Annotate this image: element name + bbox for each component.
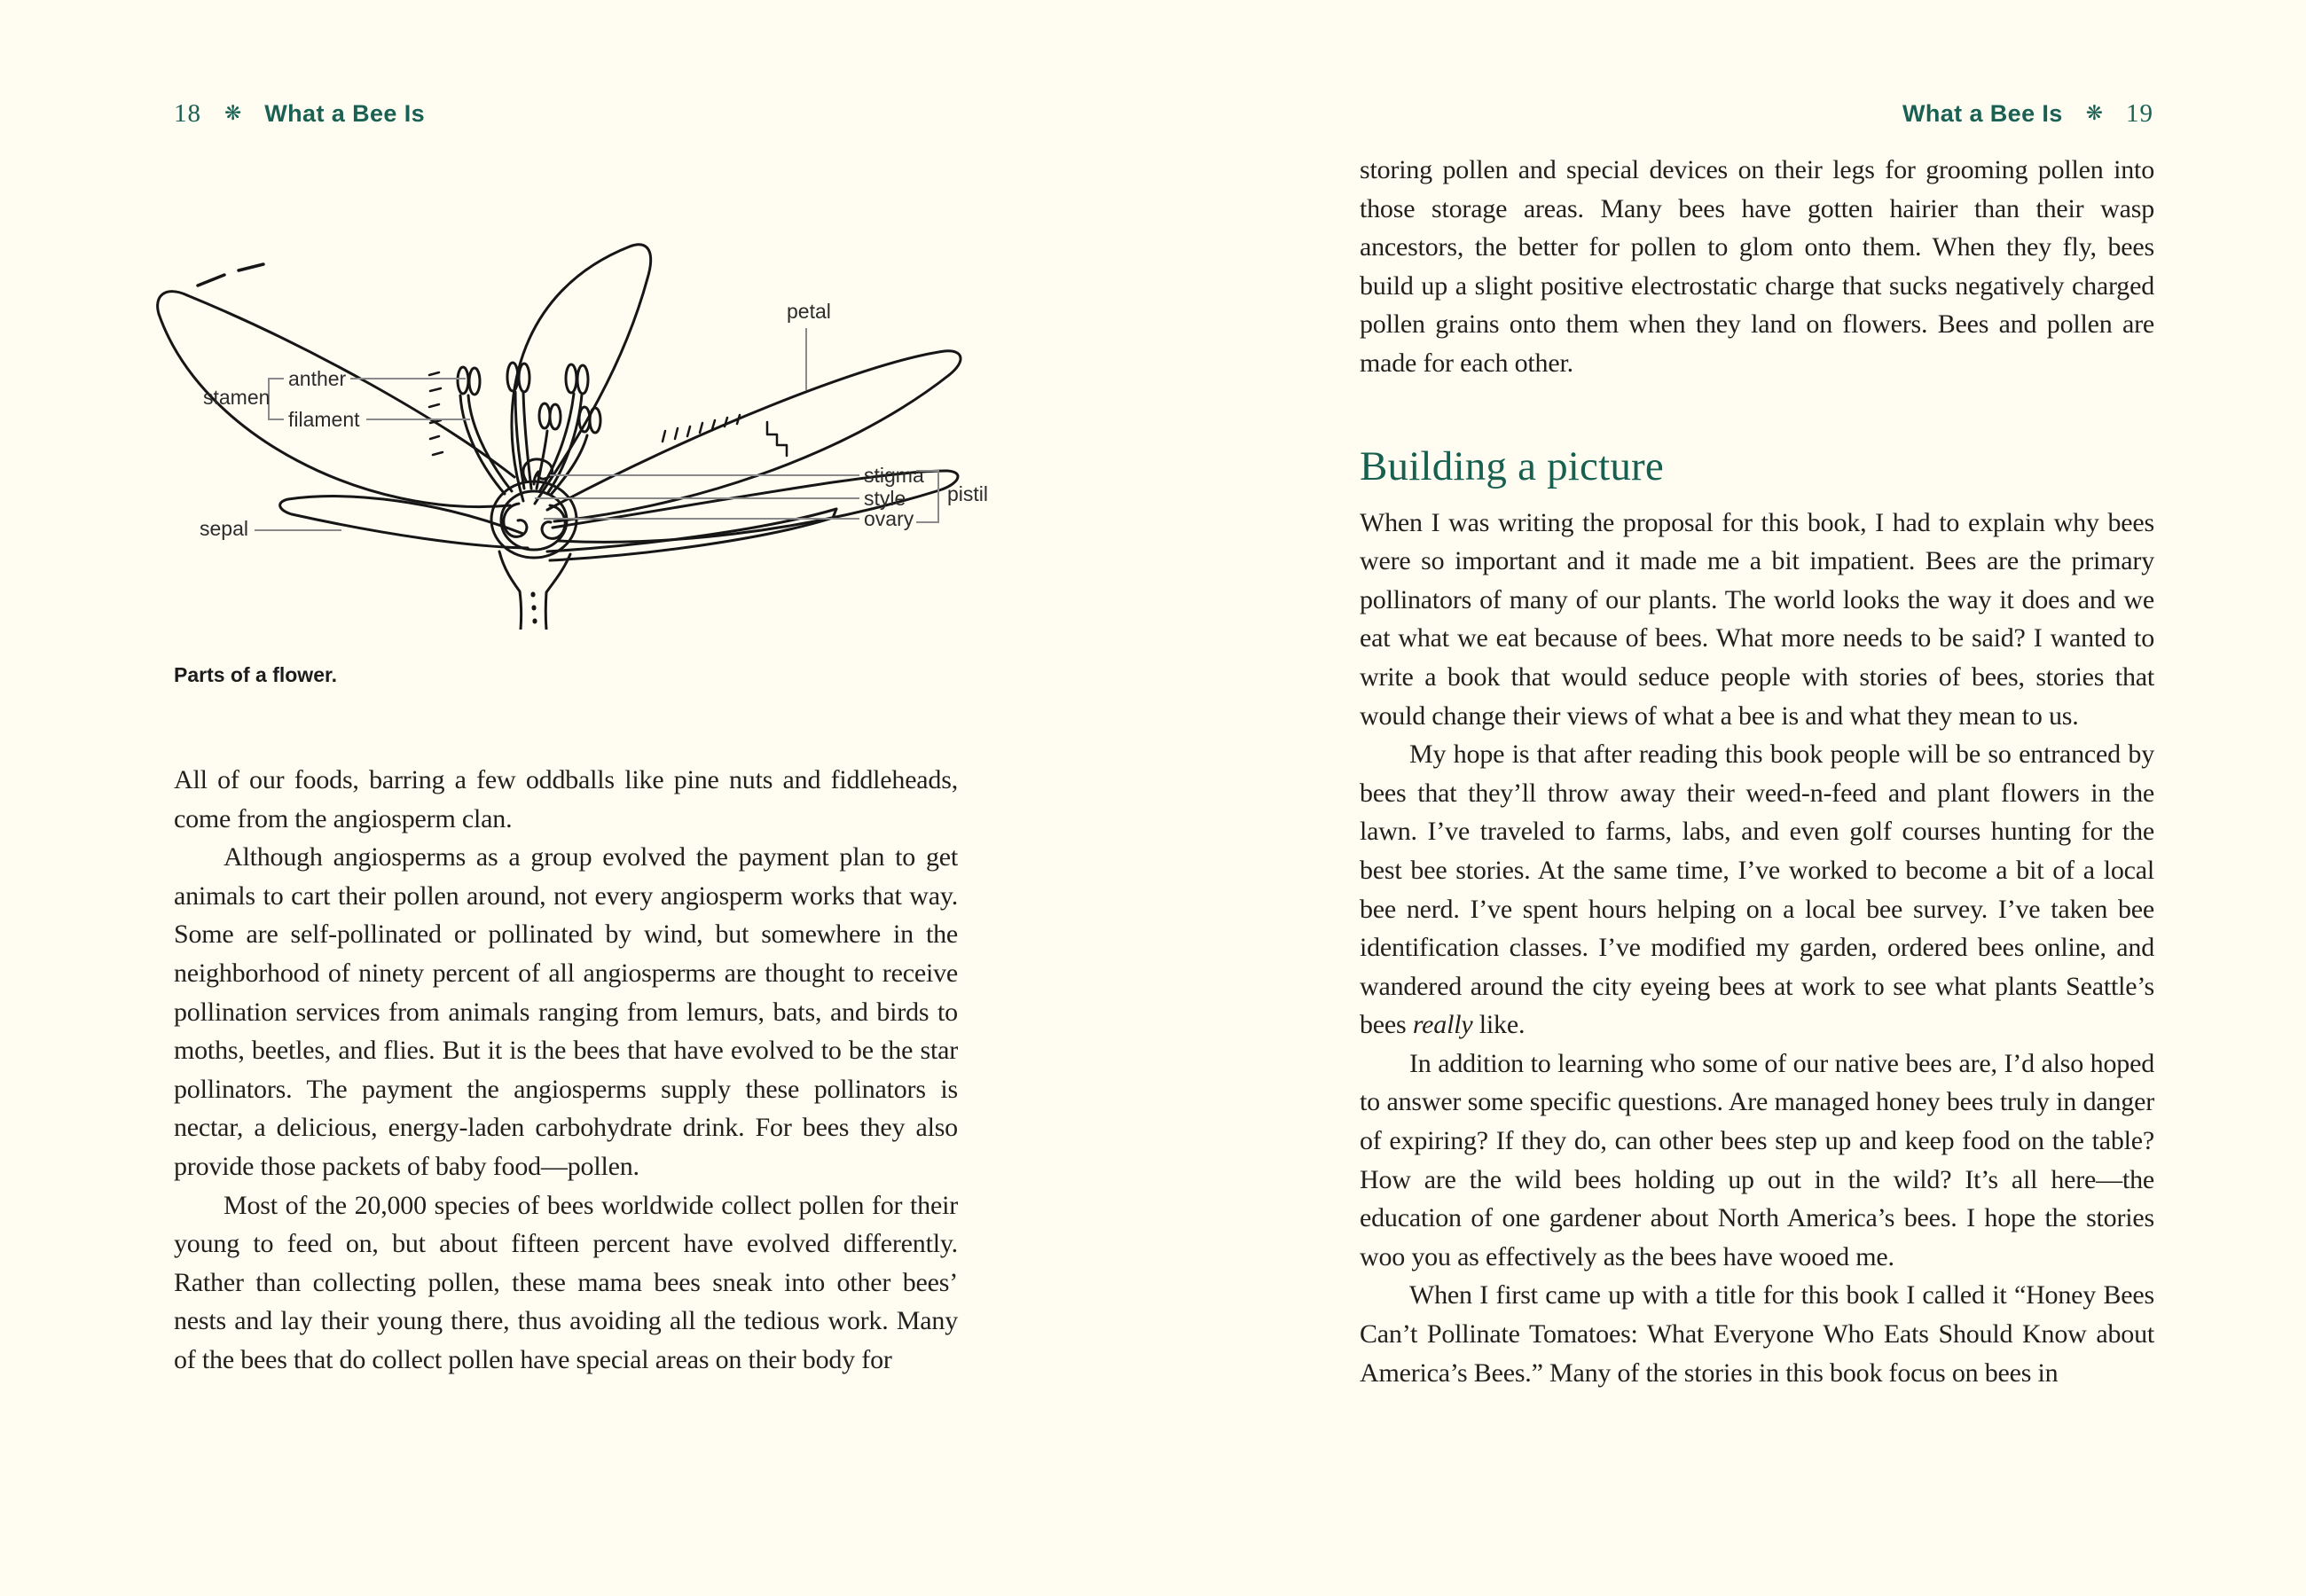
flower-ornament-icon: ❋ [2085,102,2103,125]
left-page-text-column [174,761,958,1380]
section-heading: Building a picture [1360,442,1664,489]
figure-label-style: style [864,487,906,510]
figure-caption: Parts of a flower. [174,663,338,686]
figure-label-petal: petal [787,300,831,323]
body-paragraph: Most of the 20,000 species of bees worldwide collect pollen for their young to feed on, but about fifteen percent have evolved differently. Rather than collecting pollen, these mama bees sneak into other bees’ nests and lay their young there, thus avoiding all the tedious work. Many of the bees that do collect pollen have special areas on their body for [174,1190,958,1374]
running-head-title: What a Bee Is [264,100,426,127]
body-paragraph: storing pollen and special devices on their legs for grooming pollen into those storage areas. Many bees have gotten hairier than their wasp ancestors, the better for pollen to glom onto them. When they fly, bees build up a slight positive electrostatic charge that sucks negatively charged pollen grains onto them when they land on flowers. Bees and pollen are made for each other. [1360,155,2154,378]
page-number: 18 [174,99,201,128]
leader-line-stigma [550,474,859,476]
body-paragraph: When I first came up with a title for this book I called it “Honey Bees Can’t Pollinate Tomatoes: What Everyone Who Eats Should Know about America’s Bees.” Many of the stories in this book focus on bees in [1360,1280,2154,1388]
stamen-bracket [268,378,284,420]
running-head-right [1902,99,2153,129]
leader-line-anther [350,378,466,379]
paragraph-text: My hope is that after reading this book people will be so entranced by bees that they’ll throw away their weed-n-feed and plant flowers in the lawn. I’ve traveled to farms, labs, and even golf courses hunting for the best bee stories. At the same time, I’ve worked to become a bit of a local bee nerd. I’ve spent hours helping on a local bee survey. I’ve taken bee identification classes. I’ve modified my garden, ordered bees online, and wandered around the city eyeing bees at work to see what plants Seattle’s bees [1360,739,2154,1040]
flower-ornament-icon: ❋ [224,102,242,125]
leader-line-sepal [255,529,341,531]
paragraph-text: like. [1472,1010,1526,1040]
figure-label-stigma: stigma [864,464,924,487]
body-paragraph: All of our foods, barring a few oddballs like pine nuts and fiddleheads, come from the angiosperm clan. [174,765,958,833]
leader-line-style [535,497,859,499]
running-head-left [174,99,425,129]
body-paragraph [1360,735,2154,1044]
leader-line-filament [366,419,470,420]
figure-label-filament: filament [288,408,360,431]
figure-label-pistil: pistil [947,482,989,505]
flower-line-art [146,239,993,630]
body-paragraph: Although angiosperms as a group evolved the payment plan to get animals to cart their pollen around, not every angiosperm works that way. Some are self-pollinated or pollinated by wind, but somewhere in the neighborhood of ninety percent of all angiosperms are thought to receive pollination services from animals ranging from lemurs, bats, and birds to moths, beetles, and flies. But it is the bees that have evolved to be the star pollinators. The payment the angiosperms supply these pollinators is nectar, a delicious, energy-laden carbohydrate drink. For bees they also provide those packets of baby food—pollen. [174,842,958,1181]
page-number: 19 [2126,99,2153,128]
right-page-text-column [1360,151,2154,1392]
running-head-title: What a Bee Is [1902,100,2063,127]
leader-line-ovary [544,518,859,520]
body-paragraph: When I was writing the proposal for this book, I had to explain why bees were so important and it made me a bit impatient. Bees are the primary pollinators of many of our plants. The world looks the way it does and we eat what we eat because of bees. What more needs to be said? I wanted to write a book that would seduce people with stories of bees, stories that would change their views of what a bee is and what they mean to us. [1360,507,2154,731]
figure-label-anther: anther [288,367,347,390]
leader-line-petal [805,328,807,390]
body-paragraph: In addition to learning who some of our native bees are, I’d also hoped to answer some specific questions. Are managed honey bees truly in danger of expiring? If they do, can other bees step up and keep food on the table? How are the wild bees holding up out in the wild? It’s all here—the education of one gardener about North America’s bees. I hope the stories woo you as effectively as the bees have wooed me. [1360,1048,2154,1271]
italic-word: really [1412,1010,1473,1040]
figure-label-stamen: stamen [203,386,271,409]
figure-label-ovary: ovary [864,507,914,530]
figure-flower-diagram [146,239,993,630]
figure-label-sepal: sepal [200,517,248,540]
